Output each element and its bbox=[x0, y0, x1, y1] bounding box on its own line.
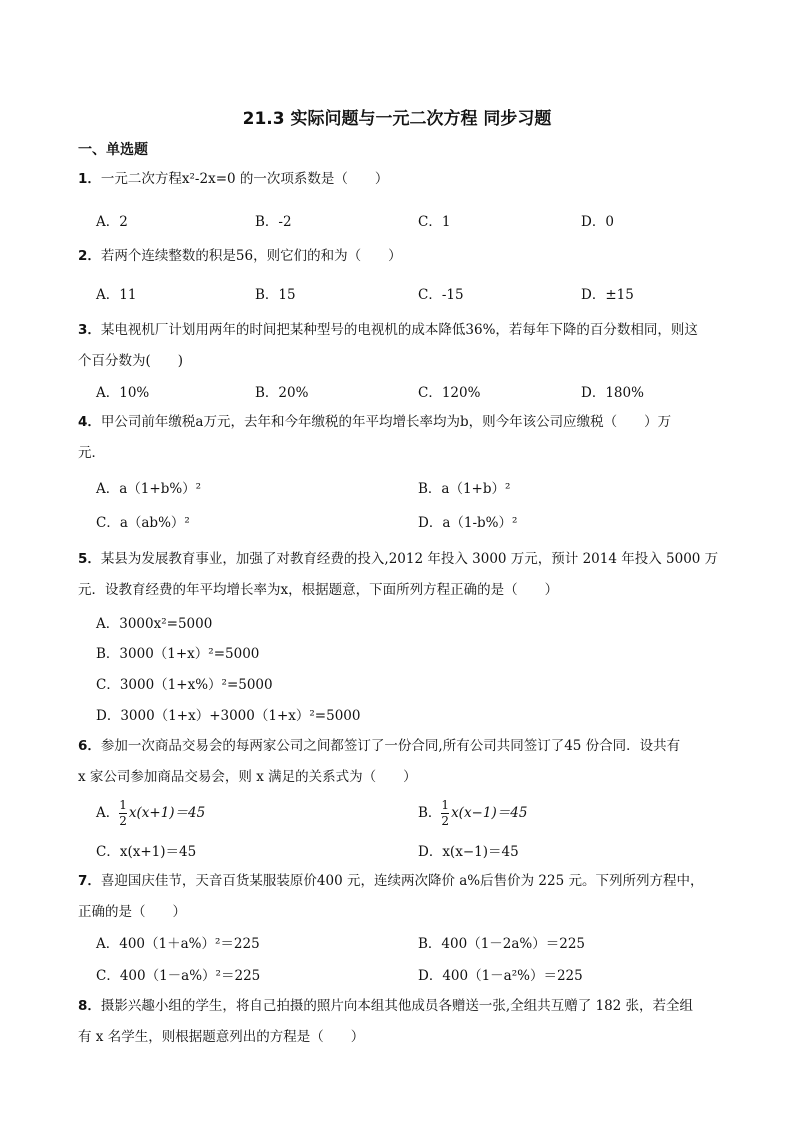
option-c: C．-15 bbox=[418, 287, 464, 303]
question-text-line-2: 个百分数为( ) bbox=[78, 353, 184, 369]
option-a: A．11 bbox=[96, 287, 137, 303]
option-c: C．a（ab%）² bbox=[96, 515, 190, 531]
question-text: 某县为发展教育事业，加强了对教育经费的投入,2012 年投入 3000 万元，预计 2014 年投入 5000 万 bbox=[100, 551, 719, 567]
option-d: D．a（1-b%）² bbox=[418, 515, 518, 531]
question-number: 5． bbox=[78, 551, 101, 567]
question-text: 摄影兴趣小组的学生，将自己拍摄的照片向本组其他成员各赠送一张,全组共互赠了 182 张，若全组 bbox=[100, 998, 694, 1014]
option-a bbox=[96, 796, 205, 830]
question-text: 甲公司前年缴税a万元，去年和今年缴税的年平均增长率均为b，则今年该公司应缴税（ ）万 bbox=[100, 414, 672, 430]
question-6 bbox=[78, 731, 758, 793]
fraction-denominator: 2 bbox=[441, 814, 450, 828]
question-8 bbox=[78, 991, 758, 1053]
page-title: 21.3 实际问题与一元二次方程 同步习题 bbox=[242, 109, 552, 129]
question-4 bbox=[78, 407, 758, 469]
option-c: C．400（1－a%）²＝225 bbox=[96, 968, 261, 984]
fraction-denominator: 2 bbox=[119, 814, 127, 828]
fraction bbox=[119, 799, 127, 828]
question-text-line-2: 有 x 名学生，则根据题意列出的方程是（ ） bbox=[78, 1029, 365, 1045]
option-c: C．3000（1+x%）²=5000 bbox=[96, 677, 273, 693]
option-a: A．a（1+b%）² bbox=[96, 481, 202, 497]
question-2 bbox=[78, 241, 758, 272]
option-d: D．0 bbox=[581, 214, 614, 230]
fraction bbox=[441, 799, 449, 828]
question-number: 7． bbox=[78, 873, 101, 889]
option-b: B．-2 bbox=[255, 214, 292, 230]
question-number: 6． bbox=[78, 738, 101, 754]
question-number: 1． bbox=[78, 171, 101, 187]
question-text: 喜迎国庆佳节，天音百货某服装原价400 元，连续两次降价 a%后售价为 225 元。下列所列方程中， bbox=[100, 873, 704, 889]
question-text: 若两个连续整数的积是56，则它们的和为（ ） bbox=[100, 248, 402, 264]
question-text-line-2: x 家公司参加商品交易会，则 x 满足的关系式为（ ） bbox=[78, 769, 417, 785]
section-heading: 一、单选题 bbox=[78, 142, 148, 158]
option-b: B．400（1－2a%）＝225 bbox=[418, 936, 586, 952]
option-d: D．400（1－a²%）＝225 bbox=[418, 968, 583, 984]
question-text-line-2: 元． bbox=[78, 445, 105, 461]
question-number: 3． bbox=[78, 322, 101, 338]
question-text-line-2: 元．设教育经费的年平均增长率为x，根据题意，下面所列方程正确的是（ ） bbox=[78, 582, 559, 598]
option-a: A．400（1＋a%）²＝225 bbox=[96, 936, 260, 952]
option-b: B．20% bbox=[255, 385, 309, 401]
option-d: D．3000（1+x）+3000（1+x）²=5000 bbox=[96, 708, 361, 724]
question-text: 参加一次商品交易会的每两家公司之间都签订了一份合同,所有公司共同签订了45 份合同．设共有 bbox=[100, 738, 681, 754]
option-label: B． bbox=[418, 805, 442, 821]
question-7 bbox=[78, 866, 758, 928]
option-b bbox=[418, 796, 527, 830]
question-1 bbox=[78, 164, 758, 195]
option-a: A．10% bbox=[96, 385, 150, 401]
question-3 bbox=[78, 315, 758, 377]
question-number: 2． bbox=[78, 248, 101, 264]
option-b: B．3000（1+x）²=5000 bbox=[96, 646, 260, 662]
option-d: D．180% bbox=[581, 385, 644, 401]
option-c: C．x(x+1)＝45 bbox=[96, 844, 197, 860]
question-number: 8． bbox=[78, 998, 101, 1014]
option-d: D．±15 bbox=[581, 287, 634, 303]
option-b: B．15 bbox=[255, 287, 296, 303]
option-label: A． bbox=[96, 805, 120, 821]
question-text: 某电视机厂计划用两年的时间把某种型号的电视机的成本降低36%，若每年下降的百分数相同，则这 bbox=[100, 322, 698, 338]
fraction-numerator: 1 bbox=[119, 798, 127, 812]
option-c: C．120% bbox=[418, 385, 481, 401]
option-expression: x(x+1)＝45 bbox=[128, 805, 206, 821]
fraction-numerator: 1 bbox=[441, 798, 450, 812]
option-expression: x(x−1)＝45 bbox=[451, 805, 528, 821]
option-c: C．1 bbox=[418, 214, 451, 230]
question-5 bbox=[78, 544, 758, 606]
option-a: A．3000x²=5000 bbox=[96, 616, 213, 632]
question-number: 4． bbox=[78, 414, 101, 430]
question-text-line-2: 正确的是（ ） bbox=[78, 904, 186, 920]
option-a: A．2 bbox=[96, 214, 128, 230]
option-d: D．x(x−1)＝45 bbox=[418, 844, 519, 860]
question-text: 一元二次方程x²-2x=0 的一次项系数是（ ） bbox=[100, 171, 389, 187]
option-b: B．a（1+b）² bbox=[418, 481, 511, 497]
